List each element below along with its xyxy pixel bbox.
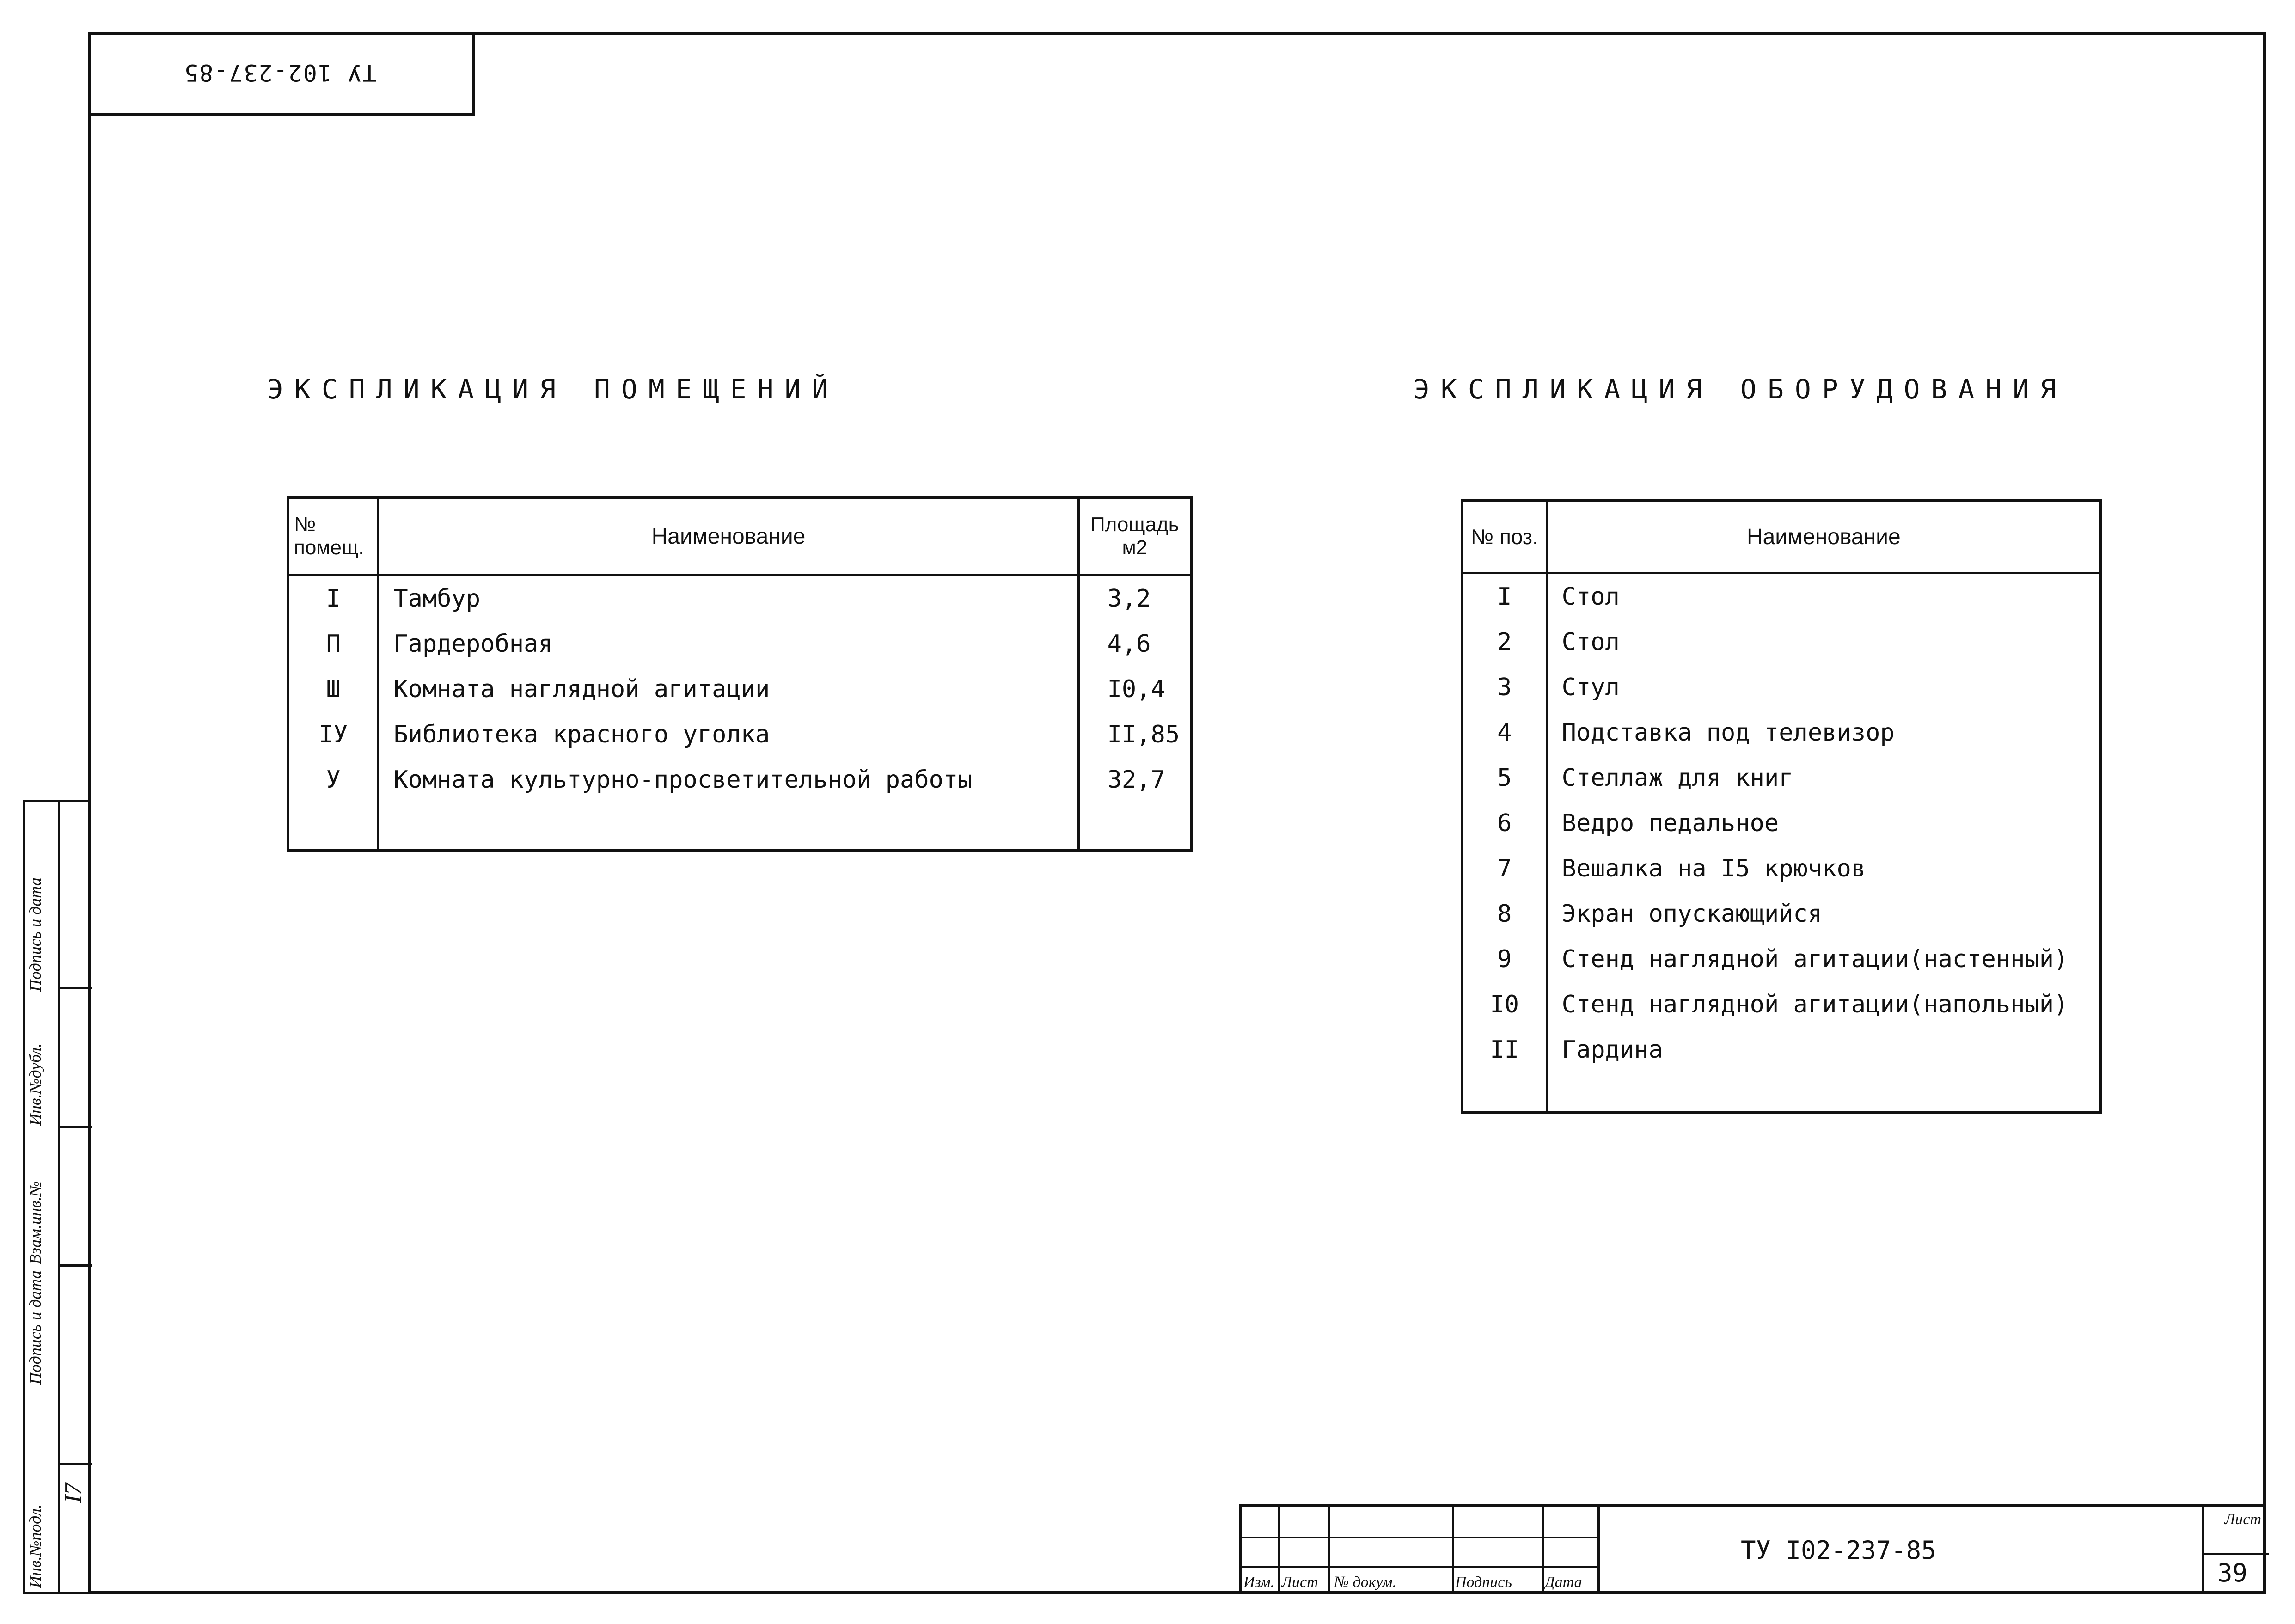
equipment-title: ЭКСПЛИКАЦИЯ ОБОРУДОВАНИЯ — [1414, 374, 2068, 405]
table-row — [1462, 891, 2101, 937]
table-row — [288, 575, 1191, 621]
sheet-label: Лист — [2224, 1511, 2261, 1528]
top-stamp — [88, 32, 475, 116]
equipment-num: I0 — [1462, 982, 1547, 1027]
equipment-num: 9 — [1462, 937, 1547, 982]
equipment-num: 2 — [1462, 619, 1547, 665]
tb-label-list: Лист — [1281, 1574, 1318, 1591]
equipment-name: Стенд наглядной агитации(напольный) — [1561, 990, 2069, 1018]
side-stamp — [23, 800, 90, 1594]
room-num: Ш — [288, 667, 379, 712]
equipment-num: 4 — [1462, 710, 1547, 755]
rooms-header-area: Площадь м2 — [1078, 498, 1191, 575]
equipment-name: Вешалка на I5 крючков — [1561, 854, 1866, 882]
table-row — [1462, 665, 2101, 710]
rooms-header-name: Наименование — [379, 498, 1078, 575]
room-name: Комната наглядной агитации — [379, 667, 1078, 712]
table-row — [1462, 710, 2101, 755]
room-num: П — [288, 621, 379, 667]
tb-label-sign: Подпись — [1455, 1574, 1512, 1591]
inv-number: I7 — [60, 1483, 87, 1503]
equipment-num: 5 — [1462, 755, 1547, 801]
side-label-dup: Инв.№дубл. — [26, 1043, 44, 1126]
room-num: IУ — [288, 712, 379, 757]
tb-label-izm: Изм. — [1243, 1574, 1275, 1591]
table-row — [1462, 755, 2101, 801]
room-area: 4,6 — [1107, 630, 1151, 658]
room-name: Комната культурно-просветительной работы — [379, 757, 1078, 803]
equipment-num: 3 — [1462, 665, 1547, 710]
room-area: II,85 — [1107, 720, 1180, 748]
room-name: Гардеробная — [379, 621, 1078, 667]
room-area: 32,7 — [1107, 766, 1165, 794]
room-name: Библиотека красного уголка — [379, 712, 1078, 757]
stamp-code: ТУ 102-237-85 — [184, 59, 377, 86]
table-row — [1462, 1027, 2101, 1072]
table-row — [288, 712, 1191, 757]
table-row — [288, 621, 1191, 667]
room-name: Тамбур — [379, 575, 1078, 621]
table-row — [288, 667, 1191, 712]
table-row — [288, 757, 1191, 803]
table-row — [1462, 573, 2101, 619]
equipment-name: Стул — [1561, 673, 1620, 701]
equipment-table — [1461, 499, 2102, 1114]
document-code: ТУ I02-237-85 — [1741, 1536, 1936, 1565]
table-row — [1462, 801, 2101, 846]
equipment-name: Подставка под телевизор — [1561, 718, 1895, 747]
equipment-name: Экран опускающийся — [1561, 900, 1823, 928]
table-row — [1462, 937, 2101, 982]
room-area: 3,2 — [1107, 584, 1151, 613]
side-label-orig: Инв.№подл. — [26, 1504, 44, 1588]
equipment-num: II — [1462, 1027, 1547, 1072]
room-area: I0,4 — [1107, 675, 1165, 703]
room-num: У — [288, 757, 379, 803]
equipment-header-name: Наименование — [1547, 501, 2101, 573]
tb-label-doc: № докум. — [1334, 1574, 1397, 1591]
equipment-num: 7 — [1462, 846, 1547, 891]
equipment-name: Стеллаж для книг — [1561, 764, 1793, 792]
side-label-sign-date-2: Подпись и дата — [26, 1270, 44, 1385]
table-row — [1462, 846, 2101, 891]
equipment-name: Стол — [1561, 628, 1620, 656]
side-label-replace: Взам.инв.№ — [26, 1181, 44, 1264]
table-row — [1462, 619, 2101, 665]
equipment-header-num: № поз. — [1462, 501, 1547, 573]
tb-label-date: Дата — [1545, 1574, 1582, 1591]
equipment-num: I — [1462, 573, 1547, 619]
equipment-name: Гардина — [1561, 1036, 1663, 1064]
room-num: I — [288, 575, 379, 621]
sheet-number: 39 — [2217, 1558, 2247, 1587]
equipment-num: 8 — [1462, 891, 1547, 937]
table-row — [1462, 982, 2101, 1027]
equipment-num: 6 — [1462, 801, 1547, 846]
equipment-name: Ведро педальное — [1561, 809, 1779, 837]
equipment-name: Стенд наглядной агитации(настенный) — [1561, 945, 2069, 973]
equipment-name: Стол — [1561, 582, 1620, 611]
rooms-title: ЭКСПЛИКАЦИЯ ПОМЕЩЕНИЙ — [267, 374, 839, 405]
rooms-header-num: № помещ. — [288, 498, 379, 575]
rooms-table — [287, 496, 1193, 852]
title-block — [1239, 1504, 2266, 1594]
side-label-sign-date: Подпись и дата — [26, 877, 44, 992]
